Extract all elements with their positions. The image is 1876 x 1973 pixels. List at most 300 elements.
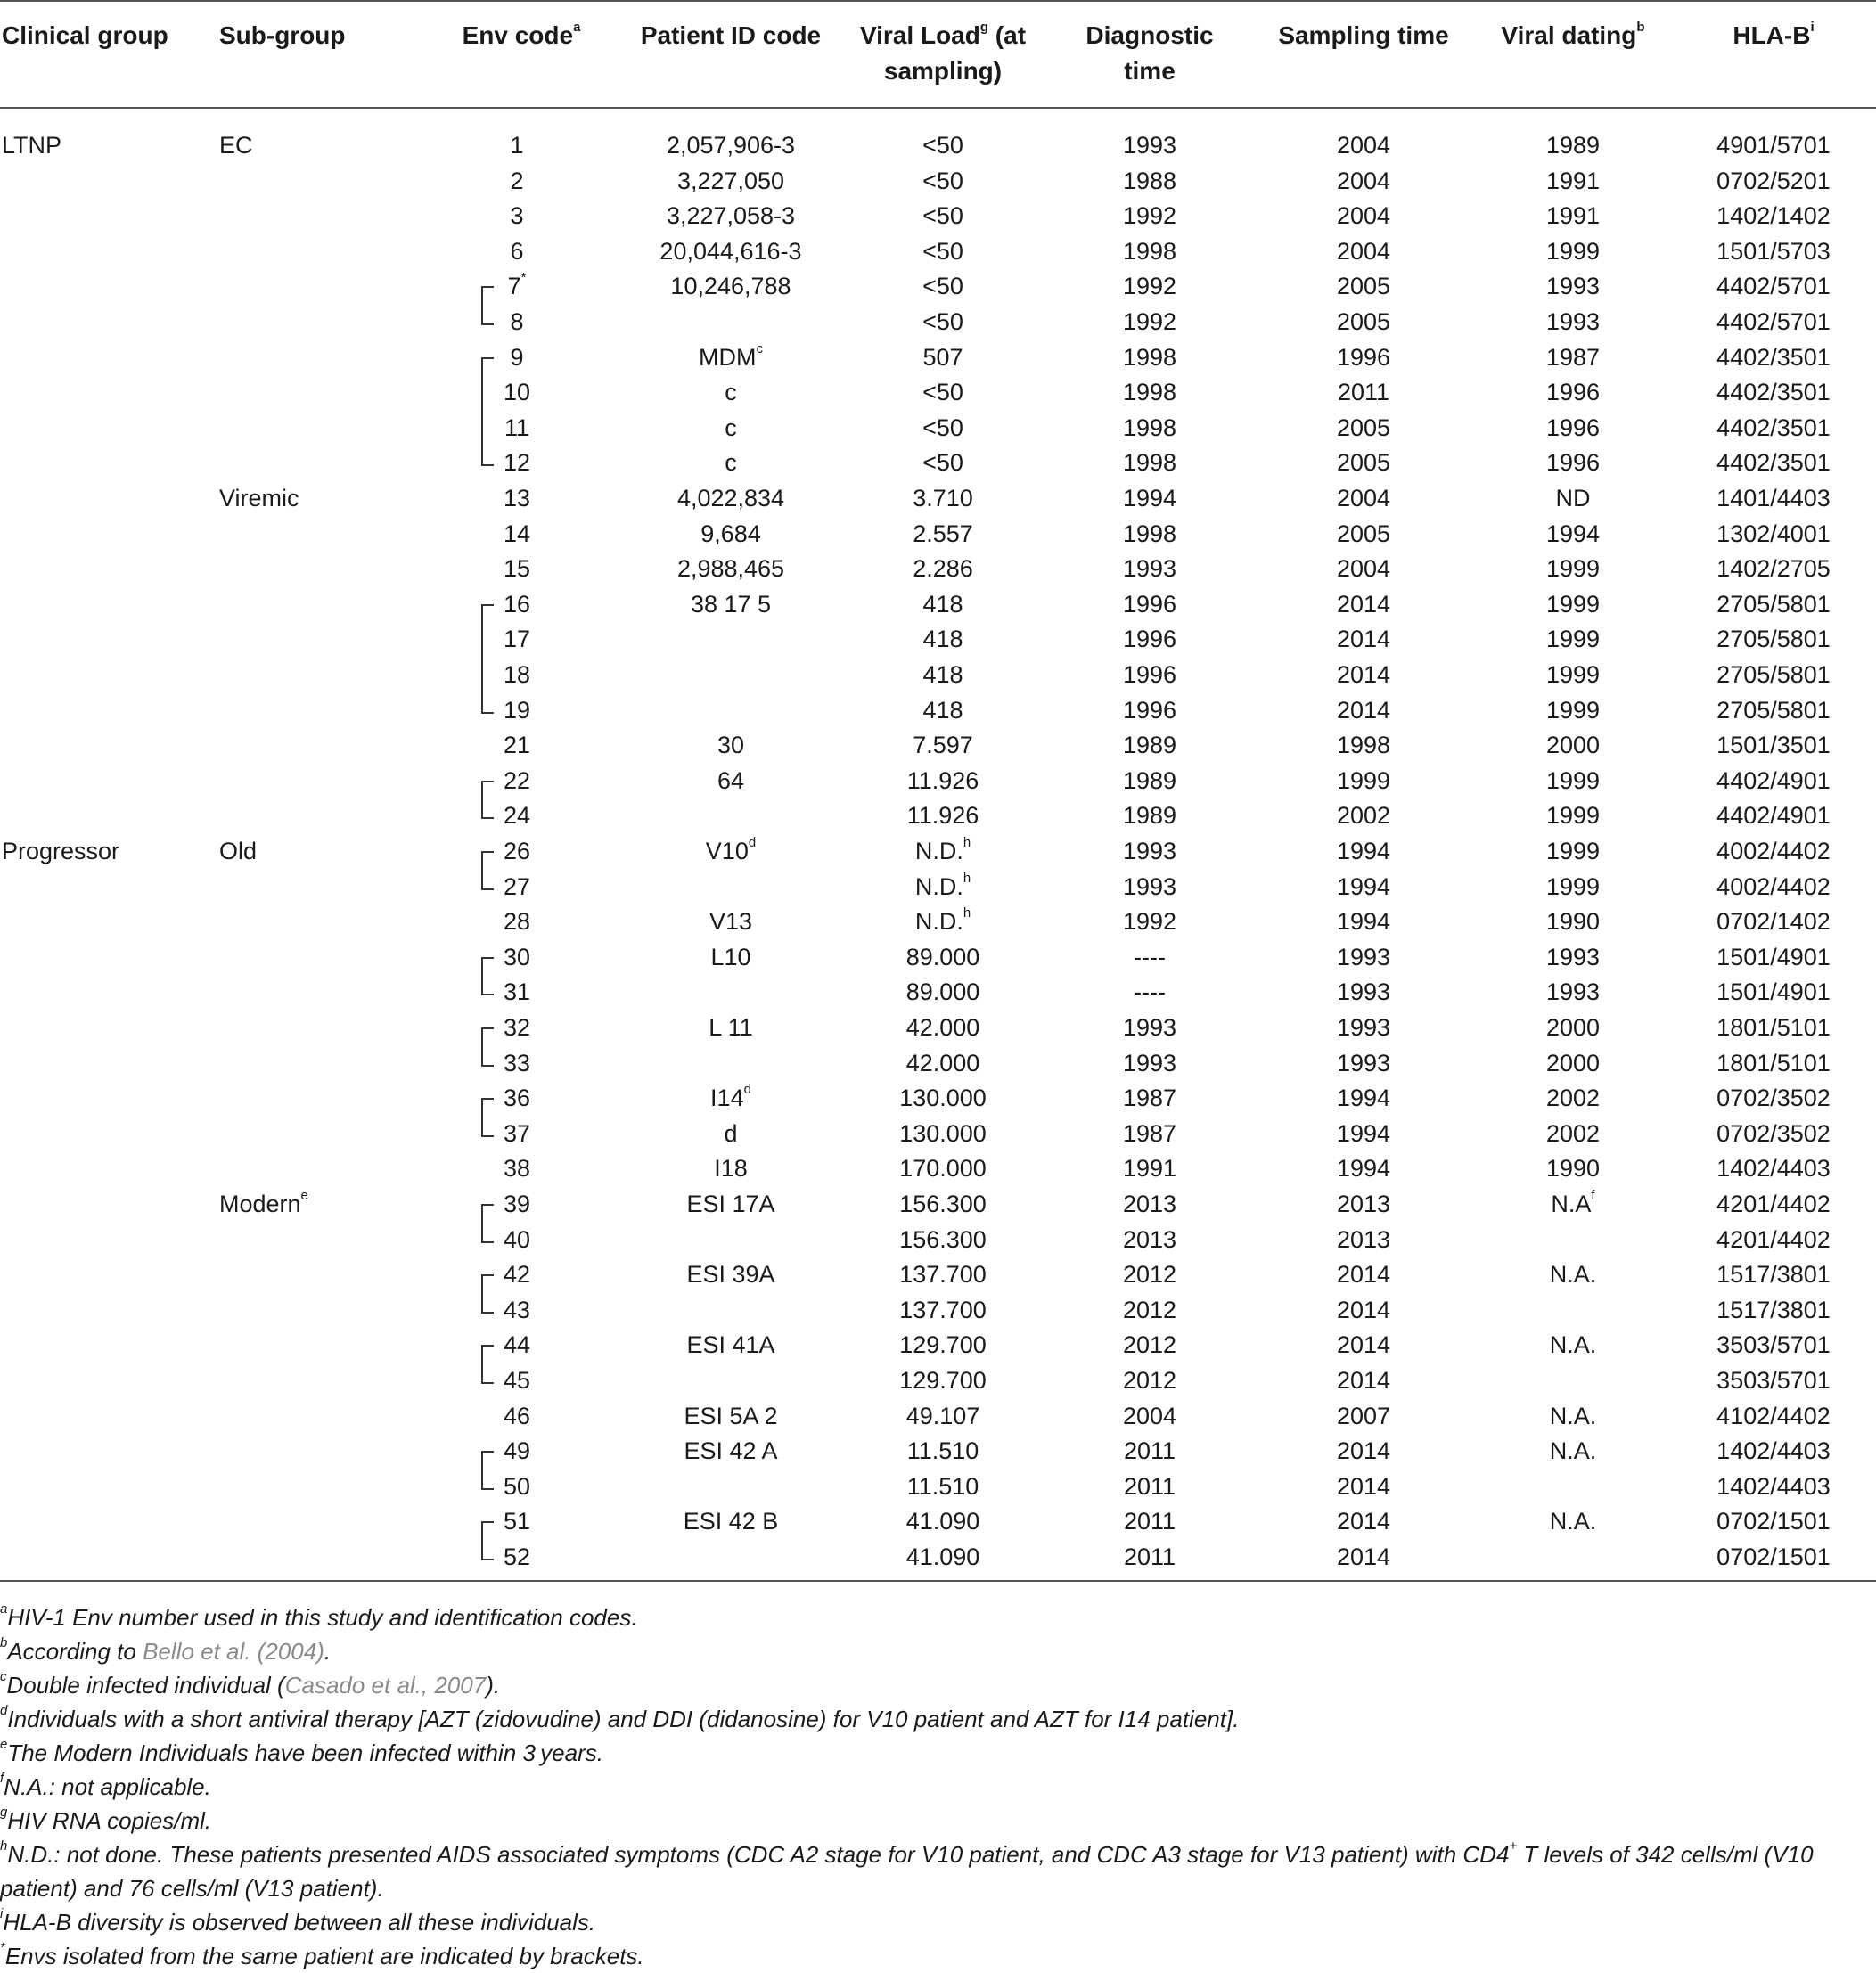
sampling-time-cell: 2002 [1336, 802, 1391, 830]
diagnostic-time-cell: 1998 [1122, 413, 1177, 441]
diagnostic-time-cell: 2011 [1123, 1508, 1176, 1535]
footnote: $^c$Double infected individual (Casado et al., 2007). [0, 1669, 501, 1699]
clinical-group-cell: LTNP [2, 132, 62, 159]
sampling-time-cell: 1993 [1336, 1049, 1391, 1077]
diagnostic-time-cell: 1992 [1122, 202, 1177, 230]
sub-group-cell: Old [219, 838, 258, 864]
sampling-time-cell: 2005 [1336, 308, 1391, 335]
env-code-cell: 45 [503, 1367, 531, 1394]
hla-b-cell: 1801/5101 [1716, 1049, 1831, 1077]
viral-load-cell: N.D.$^h$ [914, 870, 971, 900]
patient-id-cell: I14$^d$ [710, 1082, 751, 1112]
patient-id-cell: I18 [714, 1155, 748, 1183]
same-patient-bracket [481, 1098, 494, 1137]
top-rule [0, 0, 1876, 2]
viral-dating-cell: 1999 [1545, 590, 1601, 618]
viral-load-cell: <50 [922, 308, 963, 335]
viral-load-cell: 49.107 [905, 1402, 980, 1429]
viral-load-cell: 137.700 [899, 1261, 987, 1289]
viral-dating-cell: 1991 [1545, 167, 1601, 194]
env-code-cell: 22 [503, 766, 531, 794]
viral-load-cell: 156.300 [899, 1191, 987, 1217]
same-patient-bracket [481, 1274, 494, 1314]
sampling-time-cell: 2014 [1336, 661, 1391, 688]
patient-id-cell: 64 [717, 766, 745, 794]
sampling-time-cell: 2004 [1336, 555, 1391, 583]
sampling-time-cell: 1994 [1336, 1119, 1391, 1147]
hla-b-cell: 3503/5701 [1716, 1331, 1831, 1359]
diagnostic-time-cell: 1996 [1122, 626, 1177, 653]
viral-dating-cell: 1999 [1545, 626, 1601, 653]
env-code-cell: 9 [510, 343, 524, 371]
sampling-time-cell: 1993 [1336, 978, 1391, 1006]
footnote: $^d$Individuals with a short antiviral therapy [AZT (zidovudine) and DDI (didanosine) for V10 patient and AZT for I14 patient]. [0, 1703, 1240, 1732]
patient-id-cell: c [725, 379, 737, 406]
viral-load-cell: <50 [922, 449, 963, 477]
hla-b-cell: 1501/3501 [1716, 732, 1831, 759]
env-code-cell: 51 [503, 1508, 531, 1535]
hla-b-cell: 4402/4901 [1716, 802, 1831, 830]
viral-dating-cell: 1999 [1545, 766, 1601, 794]
sampling-time-cell: 2014 [1336, 1331, 1391, 1359]
footnote: $^g$HIV RNA copies/ml. [0, 1805, 212, 1834]
hla-b-cell: 4201/4402 [1716, 1191, 1831, 1217]
env-code-cell: 13 [503, 485, 531, 512]
sampling-time-cell: 2013 [1336, 1191, 1391, 1217]
hla-b-cell: 2705/5801 [1716, 661, 1831, 688]
viral-dating-cell: 2000 [1545, 1049, 1601, 1077]
hla-b-cell: 4002/4402 [1716, 838, 1831, 864]
env-code-cell: 38 [503, 1155, 531, 1183]
header-viral-dating: Viral dating$^b$ [1501, 19, 1645, 49]
patient-id-cell: 2,988,465 [676, 555, 785, 583]
sampling-time-cell: 2004 [1336, 167, 1391, 194]
viral-load-cell: N.D.$^h$ [914, 835, 971, 864]
same-patient-bracket [481, 1521, 494, 1560]
viral-dating-cell: 1993 [1545, 273, 1601, 300]
hla-b-cell: 1402/4403 [1716, 1437, 1831, 1465]
citation-link[interactable]: Bello et al. (2004) [143, 1638, 324, 1665]
hla-b-cell: 0702/1501 [1716, 1508, 1831, 1535]
footnote: $^i$HLA-B diversity is observed between all these individuals. [0, 1906, 596, 1936]
viral-dating-cell: 1990 [1545, 908, 1601, 936]
viral-load-cell: 42.000 [905, 1049, 980, 1077]
hla-b-cell: 3503/5701 [1716, 1367, 1831, 1394]
env-code-cell: 16 [503, 590, 531, 618]
hla-b-cell: 4102/4402 [1716, 1402, 1831, 1429]
viral-load-cell: 42.000 [905, 1014, 980, 1041]
patient-id-cell: V13 [709, 908, 753, 936]
same-patient-bracket [481, 1027, 494, 1067]
sampling-time-cell: 2014 [1336, 1437, 1391, 1465]
patient-id-cell: 20,044,616-3 [659, 237, 802, 265]
same-patient-bracket [481, 604, 494, 714]
diagnostic-time-cell: 2012 [1122, 1296, 1177, 1323]
footnote: $^e$The Modern Individuals have been infected within 3 years. [0, 1737, 603, 1766]
same-patient-bracket [481, 286, 494, 325]
env-code-cell: 39 [503, 1191, 531, 1217]
env-code-cell: 14 [503, 520, 531, 547]
diagnostic-time-cell: 2012 [1122, 1331, 1177, 1359]
viral-dating-cell: 1999 [1545, 802, 1601, 830]
diagnostic-time-cell: 1994 [1122, 485, 1177, 512]
sampling-time-cell: 2004 [1336, 237, 1391, 265]
hla-b-cell: 4402/5701 [1716, 308, 1831, 335]
diagnostic-time-cell: 1993 [1122, 872, 1177, 900]
sampling-time-cell: 1993 [1336, 943, 1391, 970]
diagnostic-time-cell: ---- [1134, 943, 1166, 970]
diagnostic-time-cell: 1987 [1122, 1085, 1177, 1112]
viral-load-cell: <50 [922, 273, 963, 300]
patient-id-cell: 9,684 [700, 520, 761, 547]
citation-link[interactable]: Casado et al., 2007 [284, 1672, 487, 1699]
hla-b-cell: 4901/5701 [1716, 132, 1831, 159]
header-viral-load: Viral Load$^g$ (at sampling) [859, 19, 1027, 85]
viral-load-cell: <50 [922, 202, 963, 230]
env-code-cell: 21 [503, 732, 531, 759]
hla-b-cell: 0702/1402 [1716, 908, 1831, 936]
footnote: *Envs isolated from the same patient are indicated by brackets. [0, 1940, 644, 1969]
hla-b-cell: 1402/2705 [1716, 555, 1831, 583]
diagnostic-time-cell: 2012 [1122, 1367, 1177, 1394]
diagnostic-time-cell: 1993 [1122, 1014, 1177, 1041]
sampling-time-cell: 2013 [1336, 1225, 1391, 1253]
hla-b-cell: 0702/3502 [1716, 1119, 1831, 1147]
viral-load-cell: 7.597 [913, 732, 973, 759]
env-code-cell: 30 [503, 943, 531, 970]
diagnostic-time-cell: 1998 [1122, 343, 1177, 371]
viral-load-cell: 137.700 [899, 1296, 987, 1323]
hla-b-cell: 1517/3801 [1716, 1261, 1831, 1289]
hla-b-cell: 1501/4901 [1716, 943, 1831, 970]
diagnostic-time-cell: 1989 [1122, 802, 1177, 830]
viral-dating-cell: 2000 [1545, 1014, 1601, 1041]
viral-load-cell: 156.300 [899, 1225, 987, 1253]
patient-id-cell: V10$^d$ [705, 835, 757, 864]
sampling-time-cell: 2014 [1336, 1543, 1391, 1570]
hla-b-cell: 0702/3502 [1716, 1085, 1831, 1112]
viral-dating-cell: 2000 [1545, 732, 1601, 759]
env-code-cell: 6 [510, 237, 524, 265]
patient-id-cell: ESI 17A [686, 1191, 775, 1217]
env-code-cell: 12 [503, 449, 531, 477]
viral-load-cell: <50 [922, 379, 963, 406]
patient-id-cell: L 11 [709, 1014, 753, 1041]
viral-dating-cell: N.A. [1549, 1261, 1597, 1289]
diagnostic-time-cell: 1998 [1122, 520, 1177, 547]
sampling-time-cell: 2014 [1336, 1367, 1391, 1394]
viral-load-cell: 89.000 [905, 943, 980, 970]
env-code-cell: 42 [503, 1261, 531, 1289]
sampling-time-cell: 2005 [1336, 413, 1391, 441]
env-code-cell: 15 [503, 555, 531, 583]
diagnostic-time-cell: 1996 [1122, 661, 1177, 688]
sub-group-cell: Viremic [219, 485, 299, 512]
viral-dating-cell: $N.A^f$ [1551, 1188, 1595, 1217]
sampling-time-cell: 2014 [1336, 1296, 1391, 1323]
same-patient-bracket [481, 781, 494, 820]
sampling-time-cell: 1993 [1336, 1014, 1391, 1041]
hla-b-cell: 1501/4901 [1716, 978, 1831, 1006]
sampling-time-cell: 1994 [1336, 838, 1391, 864]
hla-b-cell: 4402/3501 [1716, 343, 1831, 371]
sampling-time-cell: 2007 [1336, 1402, 1391, 1429]
diagnostic-time-cell: 1991 [1122, 1155, 1177, 1183]
viral-load-cell: 130.000 [899, 1119, 987, 1147]
sampling-time-cell: 1994 [1336, 872, 1391, 900]
viral-dating-cell: 1993 [1545, 978, 1601, 1006]
header-env-code: Env code$^a$ [462, 19, 581, 49]
env-code-cell: 50 [503, 1472, 531, 1500]
viral-dating-cell: N.A. [1549, 1508, 1597, 1535]
patient-id-cell: 30 [717, 732, 745, 759]
patient-id-cell: 10,246,788 [670, 273, 791, 300]
sampling-time-cell: 2005 [1336, 273, 1391, 300]
diagnostic-time-cell: 2011 [1123, 1543, 1176, 1570]
viral-load-cell: 418 [922, 661, 963, 688]
env-code-cell: 26 [503, 838, 531, 864]
viral-dating-cell: 1999 [1545, 838, 1601, 864]
hla-b-cell: 4201/4402 [1716, 1225, 1831, 1253]
viral-load-cell: 2.557 [913, 520, 973, 547]
sampling-time-cell: 2004 [1336, 132, 1391, 159]
diagnostic-time-cell: 2013 [1122, 1225, 1177, 1253]
hla-b-cell: 4402/3501 [1716, 413, 1831, 441]
viral-load-cell: 41.090 [905, 1508, 980, 1535]
sampling-time-cell: 2004 [1336, 202, 1391, 230]
bottom-rule [0, 1580, 1876, 1582]
viral-load-cell: 507 [922, 343, 963, 371]
env-code-cell: 8 [510, 308, 524, 335]
diagnostic-time-cell: 1987 [1122, 1119, 1177, 1147]
hla-b-cell: 4402/3501 [1716, 379, 1831, 406]
viral-load-cell: 3.710 [913, 485, 973, 512]
hla-b-cell: 0702/5201 [1716, 167, 1831, 194]
env-code-cell: 31 [503, 978, 531, 1006]
viral-dating-cell: 1990 [1545, 1155, 1601, 1183]
sampling-time-cell: 2014 [1336, 626, 1391, 653]
patient-id-cell: 3,227,050 [676, 167, 785, 194]
viral-dating-cell: N.A. [1549, 1402, 1597, 1429]
patient-id-cell: ESI 41A [686, 1331, 775, 1359]
hla-b-cell: 4402/4901 [1716, 766, 1831, 794]
diagnostic-time-cell: 2011 [1123, 1437, 1176, 1465]
hla-b-cell: 1401/4403 [1716, 485, 1831, 512]
hla-b-cell: 1402/1402 [1716, 202, 1831, 230]
viral-load-cell: 130.000 [899, 1085, 987, 1112]
sampling-time-cell: 2011 [1337, 379, 1390, 406]
viral-dating-cell: 1999 [1545, 555, 1601, 583]
diagnostic-time-cell: 2013 [1122, 1191, 1177, 1217]
env-code-cell: 24 [503, 802, 531, 830]
same-patient-bracket [481, 1345, 494, 1384]
patient-id-cell: L10 [710, 943, 751, 970]
patient-id-cell: c [725, 449, 737, 477]
sampling-time-cell: 1994 [1336, 908, 1391, 936]
sampling-time-cell: 2014 [1336, 1472, 1391, 1500]
patient-id-cell: 3,227,058-3 [666, 202, 796, 230]
footnotes [0, 1601, 1876, 1973]
viral-dating-cell: 1999 [1545, 661, 1601, 688]
diagnostic-time-cell: 1988 [1122, 167, 1177, 194]
viral-dating-cell: 1991 [1545, 202, 1601, 230]
sampling-time-cell: 1996 [1336, 343, 1391, 371]
diagnostic-time-cell: 1993 [1122, 132, 1177, 159]
patient-id-cell: 4,022,834 [676, 485, 785, 512]
diagnostic-time-cell: 2012 [1122, 1261, 1177, 1289]
viral-dating-cell: 1999 [1545, 872, 1601, 900]
patient-id-cell: ESI 42 B [683, 1508, 779, 1535]
header-rule [0, 107, 1876, 109]
hla-b-cell: 2705/5801 [1716, 696, 1831, 724]
hla-b-cell: 1501/5703 [1716, 237, 1831, 265]
env-code-cell: 43 [503, 1296, 531, 1323]
env-code-cell: 27 [503, 872, 531, 900]
viral-load-cell: 418 [922, 626, 963, 653]
diagnostic-time-cell: 1993 [1122, 1049, 1177, 1077]
patient-id-cell: c [725, 413, 737, 441]
viral-dating-cell: 1993 [1545, 308, 1601, 335]
footnote: $^b$According to Bello et al. (2004). [0, 1635, 332, 1665]
viral-load-cell: 2.286 [913, 555, 973, 583]
sampling-time-cell: 2014 [1336, 1508, 1391, 1535]
patient-id-cell: MDM$^c$ [699, 340, 763, 371]
same-patient-bracket [481, 957, 494, 996]
env-code-cell: 1 [510, 132, 524, 159]
viral-load-cell: N.D.$^h$ [914, 905, 971, 936]
hla-b-cell: 4402/5701 [1716, 273, 1831, 300]
viral-load-cell: 11.510 [906, 1437, 979, 1465]
footnote: $^a$HIV-1 Env number used in this study and identification codes. [0, 1601, 638, 1631]
footnote: patient) and 76 cells/ml (V13 patient). [0, 1875, 384, 1902]
sampling-time-cell: 1994 [1336, 1085, 1391, 1112]
env-code-cell: 37 [503, 1119, 531, 1147]
viral-dating-cell: ND [1555, 485, 1591, 512]
env-code-cell: 33 [503, 1049, 531, 1077]
diagnostic-time-cell: 1998 [1122, 379, 1177, 406]
viral-load-cell: 11.926 [906, 802, 979, 830]
patient-id-cell: ESI 39A [686, 1261, 775, 1289]
diagnostic-time-cell: 1989 [1122, 732, 1177, 759]
patient-id-cell: d [724, 1119, 738, 1147]
sampling-time-cell: 2005 [1336, 449, 1391, 477]
hla-b-cell: 1402/4403 [1716, 1155, 1831, 1183]
env-code-cell: 28 [503, 908, 531, 936]
clinical-group-cell: Progressor [2, 838, 120, 864]
patient-id-cell: 38 17 5 [690, 590, 772, 618]
env-code-cell: 7* [507, 270, 527, 300]
diagnostic-time-cell: ---- [1134, 978, 1166, 1006]
diagnostic-time-cell: 1998 [1122, 449, 1177, 477]
hla-b-cell: 1302/4001 [1716, 520, 1831, 547]
viral-dating-cell: N.A. [1549, 1437, 1597, 1465]
hla-b-cell: 4002/4402 [1716, 872, 1831, 900]
diagnostic-time-cell: 1992 [1122, 308, 1177, 335]
diagnostic-time-cell: 1998 [1122, 237, 1177, 265]
viral-dating-cell: 1994 [1545, 520, 1601, 547]
patient-id-cell: ESI 42 A [684, 1437, 778, 1465]
env-code-cell: 52 [503, 1543, 531, 1570]
viral-dating-cell: 1993 [1545, 943, 1601, 970]
diagnostic-time-cell: 2004 [1122, 1402, 1177, 1429]
viral-load-cell: <50 [922, 132, 963, 159]
viral-load-cell: 41.090 [905, 1543, 980, 1570]
env-code-cell: 36 [503, 1085, 531, 1112]
header-sub-group: Sub-group [219, 21, 346, 49]
env-code-cell: 40 [503, 1225, 531, 1253]
env-code-cell: 10 [503, 379, 531, 406]
hla-b-cell: 1517/3801 [1716, 1296, 1831, 1323]
viral-load-cell: 170.000 [899, 1155, 987, 1183]
header-patient-id: Patient ID code [640, 21, 822, 49]
viral-dating-cell: 1999 [1545, 696, 1601, 724]
diagnostic-time-cell: 1993 [1122, 838, 1177, 864]
viral-dating-cell: 2002 [1545, 1119, 1601, 1147]
viral-dating-cell: 1996 [1545, 449, 1601, 477]
viral-load-cell: <50 [922, 167, 963, 194]
sampling-time-cell: 2014 [1336, 1261, 1391, 1289]
viral-load-cell: 129.700 [899, 1367, 987, 1394]
hla-b-cell: 2705/5801 [1716, 626, 1831, 653]
viral-dating-cell: 1999 [1545, 237, 1601, 265]
diagnostic-time-cell: 1996 [1122, 696, 1177, 724]
viral-load-cell: 11.926 [906, 766, 979, 794]
footnote: $^f$N.A.: not applicable. [0, 1771, 211, 1800]
sampling-time-cell: 2014 [1336, 696, 1391, 724]
sampling-time-cell: 1998 [1336, 732, 1391, 759]
env-code-cell: 46 [503, 1402, 531, 1429]
diagnostic-time-cell: 1992 [1122, 273, 1177, 300]
same-patient-bracket [481, 357, 494, 467]
viral-dating-cell: 1996 [1545, 413, 1601, 441]
sampling-time-cell: 2005 [1336, 520, 1391, 547]
hla-b-cell: 0702/1501 [1716, 1543, 1831, 1570]
env-code-cell: 11 [504, 413, 530, 441]
same-patient-bracket [481, 851, 494, 890]
hla-b-cell: 1402/4403 [1716, 1472, 1831, 1500]
diagnostic-time-cell: 1993 [1122, 555, 1177, 583]
header-sampling-time: Sampling time [1278, 21, 1449, 49]
viral-load-cell: 418 [922, 590, 963, 618]
diagnostic-time-cell: 1989 [1122, 766, 1177, 794]
diagnostic-time-cell: 2011 [1123, 1472, 1176, 1500]
header-hla-b: HLA-$B^i$ [1733, 19, 1815, 49]
sub-group-cell: Modern$^e$ [219, 1188, 308, 1217]
sampling-time-cell: 2014 [1336, 590, 1391, 618]
env-code-cell: 32 [503, 1014, 531, 1041]
viral-dating-cell: 1989 [1545, 132, 1601, 159]
same-patient-bracket [481, 1204, 494, 1243]
hla-b-cell: 1801/5101 [1716, 1014, 1831, 1041]
viral-load-cell: 89.000 [905, 978, 980, 1006]
sampling-time-cell: 1994 [1336, 1155, 1391, 1183]
diagnostic-time-cell: 1996 [1122, 590, 1177, 618]
env-code-cell: 44 [503, 1331, 531, 1359]
viral-dating-cell: 1996 [1545, 379, 1601, 406]
viral-dating-cell: 1987 [1545, 343, 1601, 371]
env-code-cell: 49 [503, 1437, 531, 1465]
patient-id-cell: 2,057,906-3 [666, 132, 796, 159]
same-patient-bracket [481, 1451, 494, 1490]
patient-id-cell: ESI 5A 2 [684, 1402, 778, 1429]
env-code-cell: 2 [510, 167, 524, 194]
sampling-time-cell: 1999 [1336, 766, 1391, 794]
diagnostic-time-cell: 1992 [1122, 908, 1177, 936]
env-code-cell: 18 [503, 661, 531, 688]
env-code-cell: 19 [503, 696, 531, 724]
header-clinical-group: Clinical group [2, 21, 168, 49]
viral-load-cell: 418 [922, 696, 963, 724]
